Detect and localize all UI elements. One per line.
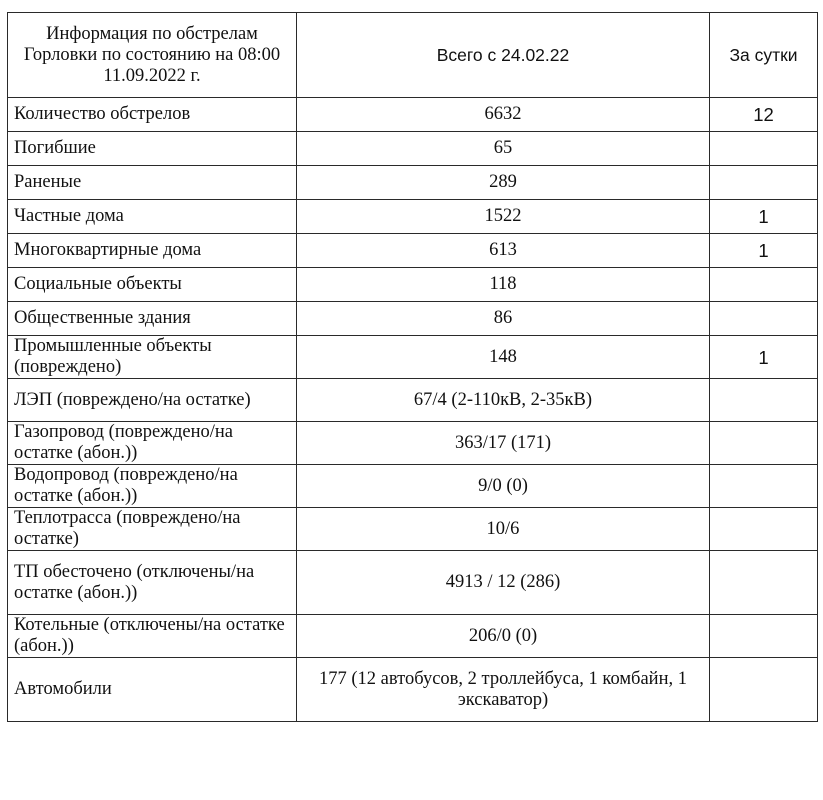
row-total: 363/17 (171) — [297, 422, 710, 465]
row-day — [710, 465, 818, 508]
row-label: Многоквартирные дома — [8, 234, 297, 268]
table-row — [8, 465, 818, 508]
row-total: 65 — [297, 132, 710, 166]
row-label: Количество обстрелов — [8, 98, 297, 132]
row-day — [710, 379, 818, 422]
row-label: ЛЭП (повреждено/на остатке) — [8, 379, 297, 422]
row-label: Промышленные объекты (повреждено) — [8, 336, 297, 379]
table-row — [8, 658, 818, 722]
row-total: 10/6 — [297, 508, 710, 551]
report-title: Информация по обстрелам Горловки по состоянию на 08:00 11.09.2022 г. — [8, 13, 297, 98]
row-day — [710, 615, 818, 658]
row-label: Частные дома — [8, 200, 297, 234]
table-row — [8, 98, 818, 132]
table-row — [8, 268, 818, 302]
table-row — [8, 508, 818, 551]
row-total: 9/0 (0) — [297, 465, 710, 508]
table-row — [8, 166, 818, 200]
row-total: 206/0 (0) — [297, 615, 710, 658]
table-row — [8, 302, 818, 336]
day-column-header: За сутки — [710, 13, 818, 98]
row-day — [710, 302, 818, 336]
row-total: 67/4 (2-110кВ, 2-35кВ) — [297, 379, 710, 422]
row-day — [710, 422, 818, 465]
table-row — [8, 132, 818, 166]
row-label: Автомобили — [8, 658, 297, 722]
row-total: 148 — [297, 336, 710, 379]
row-day — [710, 508, 818, 551]
table-row — [8, 379, 818, 422]
row-total: 1522 — [297, 200, 710, 234]
total-column-header: Всего с 24.02.22 — [297, 13, 710, 98]
row-label: Теплотрасса (повреждено/на остатке) — [8, 508, 297, 551]
row-total: 4913 / 12 (286) — [297, 551, 710, 615]
table-row — [8, 615, 818, 658]
table-row — [8, 422, 818, 465]
table-row — [8, 234, 818, 268]
row-day — [710, 132, 818, 166]
table-row — [8, 336, 818, 379]
row-label: Погибшие — [8, 132, 297, 166]
row-label: Социальные объекты — [8, 268, 297, 302]
row-label: Водопровод (повреждено/на остатке (абон.)) — [8, 465, 297, 508]
row-label: Газопровод (повреждено/на остатке (абон.)) — [8, 422, 297, 465]
row-total: 118 — [297, 268, 710, 302]
row-day: 1 — [710, 200, 818, 234]
row-label: ТП обесточено (отключены/на остатке (абон.)) — [8, 551, 297, 615]
row-total: 86 — [297, 302, 710, 336]
row-label: Раненые — [8, 166, 297, 200]
shelling-report-table — [7, 12, 818, 722]
row-total: 6632 — [297, 98, 710, 132]
row-label: Общественные здания — [8, 302, 297, 336]
row-day: 12 — [710, 98, 818, 132]
row-day: 1 — [710, 336, 818, 379]
table-header-row — [8, 13, 818, 98]
row-day: 1 — [710, 234, 818, 268]
row-total: 289 — [297, 166, 710, 200]
row-day — [710, 658, 818, 722]
row-total: 177 (12 автобусов, 2 троллейбуса, 1 комбайн, 1 экскаватор) — [297, 658, 710, 722]
row-total: 613 — [297, 234, 710, 268]
row-day — [710, 166, 818, 200]
row-label: Котельные (отключены/на остатке (абон.)) — [8, 615, 297, 658]
row-day — [710, 551, 818, 615]
row-day — [710, 268, 818, 302]
table-row — [8, 200, 818, 234]
table-row — [8, 551, 818, 615]
